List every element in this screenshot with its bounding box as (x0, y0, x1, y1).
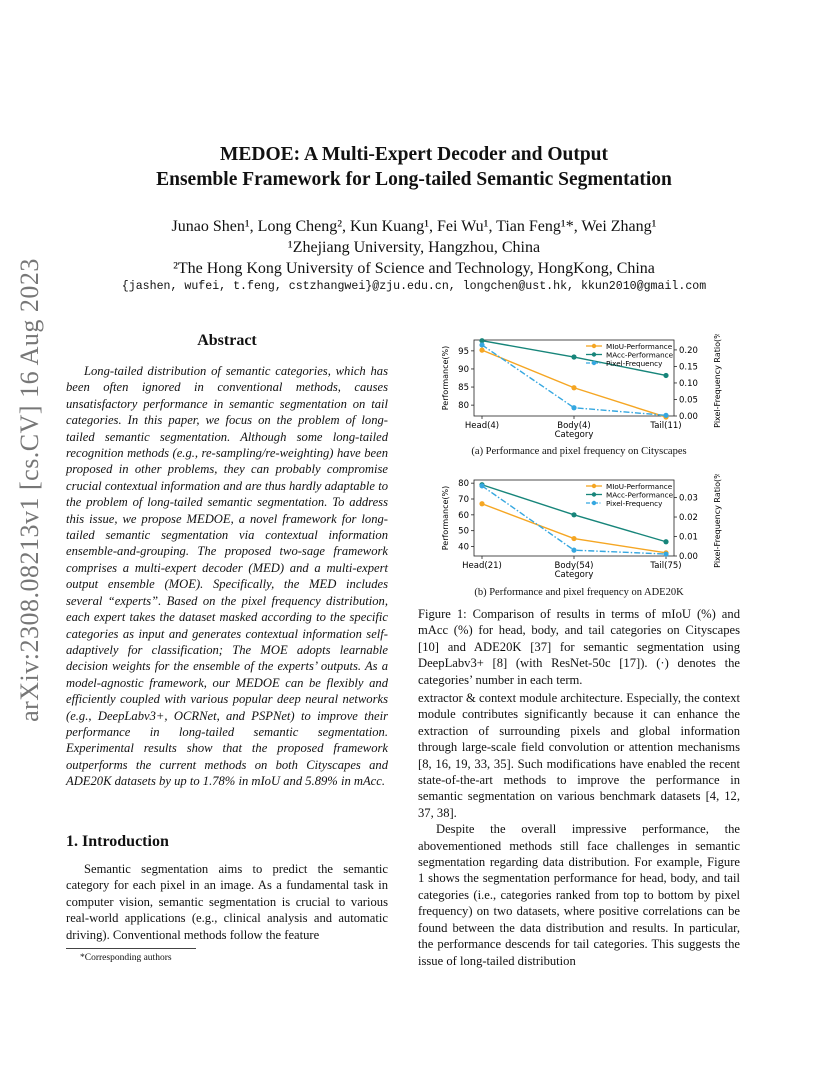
abstract-text: Long-tailed distribution of semantic categories, which has been often ignored in conventional methods, causes unsatisfactory performance in semantic segmentation on tail categories. In this paper, we focus on the problem of long-tailed semantic segmentation. Although some long-tailed recognition methods (e.g., re-sampling/re-weighting) have been proposed in other problems, they can probably compromise crucial contextual information and are thus hardly adaptable to the problem of long-tailed semantic segmentation. To address this issue, we propose MEDOE, a novel framework for long-tailed semantic segmentation via contextual information ensemble-and-grouping. The proposed two-sage framework comprises a multi-expert decoder (MED) and a multi-expert output ensemble (MOE). Specifically, the MED includes several “experts”. Based on the pixel frequency distribution, each expert takes the dataset masked according to the specific categories as input and generates contextual information self-adaptively for classification; The MOE adopts learnable decision weights for the ensemble of the experts’ outputs. As a model-agnostic framework, our MEDOE can be flexibly and efficiently coupled with various popular deep neural networks (e.g., DeepLabv3+, OCRNet, and PSPNet) to improve their performance in long-tailed semantic segmentation. Experimental results show that the proposed framework outperforms the current methods on both Cityscapes and ADE20K datasets by up to 1.78% in mIoU and 5.89% in mAcc. (66, 364, 388, 789)
footnote: *Corresponding authors (80, 953, 172, 963)
legend-marker (592, 344, 596, 348)
affiliation-2: ²The Hong Kong University of Science and Technology, HongKong, China (173, 260, 655, 277)
y2-axis-label: Pixel-Frequency Ratio(%) (713, 334, 722, 428)
legend-marker (592, 501, 596, 505)
x-tick-label: Tail(75) (650, 561, 682, 571)
data-point (479, 483, 484, 488)
y2-tick-label: 0.00 (679, 412, 698, 422)
data-point (571, 385, 576, 390)
y-tick-label: 80 (458, 479, 469, 490)
x-tick-label: Head(21) (462, 561, 502, 571)
data-point (571, 354, 576, 359)
data-point (479, 348, 484, 353)
author-emails: {jashen, wufei, t.feng, cstzhangwei}@zju.edu.cn, longchen@ust.hk, kkun2010@gmail.com (121, 280, 707, 293)
series-line-0 (482, 504, 666, 553)
right-column-text (418, 690, 740, 969)
y2-tick-label: 0.20 (679, 345, 698, 356)
chart-cityscapes-svg (436, 334, 726, 444)
title-line-1: MEDOE: A Multi-Expert Decoder and Output (219, 144, 609, 165)
title-line-2: Ensemble Framework for Long-tailed Semantic Segmentation (156, 169, 672, 190)
right-paragraph-2: Despite the overall impressive performance, the abovementioned methods still face challenges in semantic segmentation regarding data distribution. For example, Figure 1 shows the segmentation performance for head, body, and tail categories (i.e., categories ranked from top to bottom by pixel frequency) on two datasets, where positive correlations can be found between the data distribution and results. In particular, the performance descends for tail categories. This suggests the issue of long-tailed distribution (418, 822, 740, 968)
subcaption-b: (b) Performance and pixel frequency on ADE20K (474, 587, 684, 598)
y2-tick-label: 0.15 (679, 362, 698, 373)
legend-label: Pixel-Frequency (606, 499, 663, 508)
y2-tick-label: 0.01 (679, 532, 698, 543)
right-paragraph-1: extractor & context module architecture. Especially, the context module contributes significantly because it can enhance the extraction of surrounding pixels and global information through large-scale field convolution or attention mechanisms [8, 16, 19, 33, 35]. Such modifications have enabled the recent state-of-the-art methods to improve the performance in semantic segmentation on various benchmark datasets [4, 12, 37, 38]. (418, 691, 740, 820)
y-tick-label: 60 (458, 510, 469, 521)
y2-axis-label: Pixel-Frequency Ratio(%) (713, 474, 722, 568)
chart-ade20k (436, 474, 726, 584)
data-point (571, 536, 576, 541)
data-point (663, 413, 668, 418)
legend-label: Pixel-Frequency (606, 359, 663, 368)
x-tick-label: Head(4) (464, 421, 500, 431)
x-tick-label: Body(4) (557, 421, 591, 431)
arxiv-sidebar (12, 258, 48, 722)
subcaption-a: (a) Performance and pixel frequency on Cityscapes (471, 446, 687, 457)
arxiv-id: arXiv:2308.08213v1 [cs.CV] 16 Aug 2023 (15, 258, 44, 722)
data-point (571, 512, 576, 517)
x-tick-label: Body(54) (554, 561, 594, 571)
x-axis-label: Category (554, 570, 594, 580)
y2-tick-label: 0.02 (679, 513, 698, 524)
intro-heading: 1. Introduction (66, 833, 169, 850)
legend-marker (592, 361, 596, 365)
author-names: Junao Shen¹, Long Cheng², Kun Kuang¹, Fei Wu¹, Tian Feng¹*, Wei Zhang¹ (171, 218, 657, 235)
abstract-body (66, 363, 388, 790)
y2-tick-label: 0.05 (679, 395, 698, 406)
y2-tick-label: 0.03 (679, 493, 698, 504)
legend-marker (592, 492, 596, 496)
chart-cityscapes (436, 334, 726, 444)
y-tick-label: 85 (458, 383, 469, 394)
y-axis-label: Performance(%) (441, 345, 450, 411)
paper-title (60, 142, 768, 192)
y-tick-label: 50 (458, 526, 469, 537)
x-axis-label: Category (554, 430, 594, 440)
affiliation-1: ¹Zhejiang University, Hangzhou, China (287, 239, 541, 256)
data-point (479, 501, 484, 506)
y-tick-label: 70 (458, 495, 469, 505)
legend-label: MIoU-Performance (606, 342, 673, 351)
author-block (60, 216, 768, 279)
y-tick-label: 80 (458, 401, 469, 412)
intro-body (66, 861, 388, 943)
data-point (663, 539, 668, 544)
y-tick-label: 95 (458, 346, 469, 357)
data-point (663, 551, 668, 556)
chart-ade20k-svg (436, 474, 726, 584)
intro-text: Semantic segmentation aims to predict the semantic category for each pixel in an image. As a fundamental task in computer vision, semantic segmentation is crucial to various real-world applications (e.g., clinical analysis and automatic driving). Conventional methods follow the feature (66, 862, 388, 942)
abstract-heading: Abstract (197, 332, 257, 349)
data-point (571, 405, 576, 410)
legend-marker (592, 352, 596, 356)
data-point (571, 548, 576, 553)
figure-caption: Figure 1: Comparison of results in terms of mIoU (%) and mAcc (%) for head, body, and tail categories on Cityscapes [10] and ADE20K [37] for semantic segmentation using DeepLabv3+ [8] (with ResNet-50c [17]). (·) denotes the categories’ number in each term. (418, 607, 740, 687)
x-tick-label: Tail(11) (650, 421, 682, 431)
y2-tick-label: 0.10 (679, 378, 698, 389)
legend-label: MAcc-Performance (606, 490, 674, 500)
y-tick-label: 90 (458, 364, 469, 375)
legend-label: MAcc-Performance (606, 350, 674, 360)
footnote-rule (66, 948, 196, 949)
y-tick-label: 40 (458, 542, 469, 553)
data-point (663, 373, 668, 378)
legend-marker (592, 484, 596, 488)
y-axis-label: Performance(%) (441, 485, 450, 551)
data-point (479, 342, 484, 347)
legend-label: MIoU-Performance (606, 482, 673, 491)
y2-tick-label: 0.00 (679, 552, 698, 562)
